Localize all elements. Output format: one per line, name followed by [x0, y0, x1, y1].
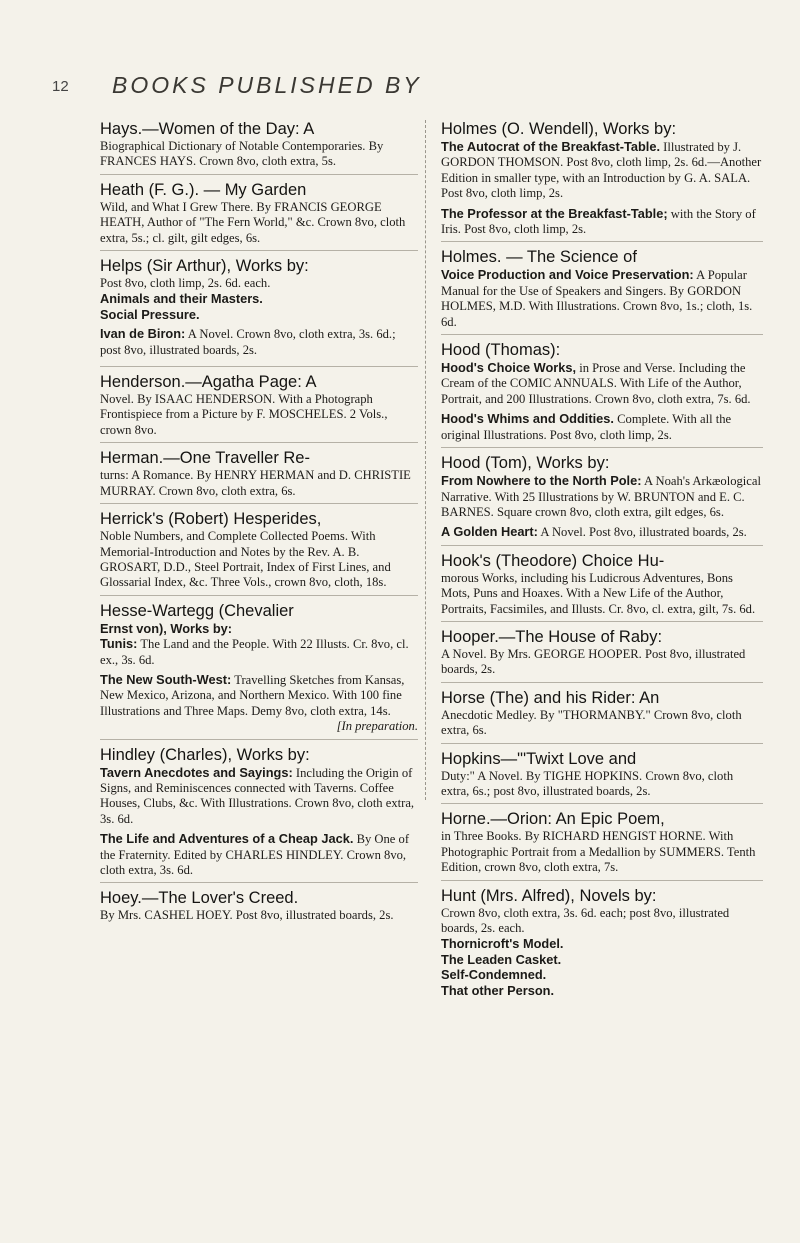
left-column [100, 120, 418, 934]
sub-entry [100, 765, 418, 828]
sub-entry [441, 267, 763, 330]
entry-hopkins [441, 750, 763, 805]
entry-henderson [100, 373, 418, 443]
sub-title: The Professor at the Breakfast-Table; [441, 205, 668, 221]
sub-title: The Autocrat of the Breakfast-Table. [441, 139, 661, 154]
entry-heading: Hood (Tom), Works by: [441, 454, 610, 473]
sub-title: Tavern Anecdotes and Sayings: [100, 764, 293, 780]
entry-heading: Hays.—Women of the Day: A [100, 120, 315, 138]
entry-hesse-wartegg [100, 602, 418, 740]
entry-horse [441, 689, 763, 744]
entry-heath [100, 181, 418, 251]
entry-hook [441, 552, 763, 622]
novel-title: Self-Condemned. [441, 967, 547, 983]
entry-heading: Horse (The) and his Rider: An [441, 688, 660, 707]
sub-entry [100, 672, 418, 719]
entry-text: in Three Books. By RICHARD HENGIST HORNE. With Photographic Portrait from a Medallion by SUMMERS. Tenth Edition, crown 8vo, cloth extra, 7s. [441, 829, 756, 875]
entry-text: Duty:" A Novel. By TIGHE HOPKINS. Crown 8vo, cloth extra, 6s.; post 8vo, illustrated boards, 2s. [441, 768, 734, 798]
entry-text: Wild, and What I Grew There. By FRANCIS GEORGE HEATH, Author of "The Fern World," &c. Crown 8vo, cloth extra, 5s.; cl. gilt, gilt edges, 6s. [100, 199, 406, 245]
entry-heading: Hindley (Charles), Works by: [100, 745, 310, 764]
sub-title: The New South-West: [100, 671, 232, 687]
sub-title: The Life and Adventures of a Cheap Jack. [100, 831, 354, 847]
entry-heading: Herrick's (Robert) Hesperides, [100, 510, 322, 529]
sub-text: By One of the Fraternity. Edited by CHARLES HINDLEY. Crown 8vo, cloth extra, 3s. 6d. [100, 832, 410, 877]
page-header [52, 72, 752, 112]
sub-entry [100, 831, 418, 878]
entry-holmes-gordon [441, 248, 763, 335]
sub-text: A Popular Manual for the Use of Speakers and Singers. By GORDON HOLMES, M.D. With Illustrations. Crown 8vo, 1s.; cloth, 1s. 6d. [441, 268, 753, 329]
sub-text: Including the Origin of Signs, and Reminiscences connected with Taverns. Coffee Houses, Clubs, &c. With Illustrations. Crown 8vo, cloth extra, 3s. 6d. [100, 765, 415, 826]
sub-title: Tunis: [100, 636, 138, 652]
entry-hoey [100, 889, 418, 927]
entry-horne [441, 810, 763, 880]
sub-title: Ivan de Biron: [100, 326, 186, 342]
entry-text: turns: A Romance. By HENRY HERMAN and D. CHRISTIE MURRAY. Crown 8vo, cloth extra, 6s. [100, 468, 411, 498]
sub-text: with the Story of Iris. Post 8vo, cloth limp, 2s. [441, 206, 756, 237]
sub-text: A Novel. Post 8vo, illustrated boards, 2s. [540, 525, 747, 540]
sub-title: From Nowhere to the North Pole: [441, 473, 642, 489]
entry-holmes-wendell [441, 120, 763, 242]
entry-heading: Helps (Sir Arthur), Works by: [100, 257, 309, 276]
entry-heading: Holmes (O. Wendell), Works by: [441, 120, 677, 138]
entry-hood-thomas [441, 341, 763, 448]
sub-text: Travelling Sketches from Kansas, New Mexico, Arizona, and Northern Mexico. With 100 fine Illustrations and Three Maps. Demy 8vo, cloth extra, 14s. [100, 672, 405, 718]
entry-text: morous Works, including his Ludicrous Adventures, Bons Mots, Puns and Hoaxes. With a New Life of the Author, Portraits, Facsimiles, and Illusts. Cr. 8vo, cl. extra, gilt, 7s. 6d. [441, 570, 756, 616]
sub-entry [441, 473, 763, 520]
entry-hooper [441, 628, 763, 683]
sub-text: A Novel. Crown 8vo, cloth extra, 3s. 6d.; post 8vo, illustrated boards, 2s. [100, 327, 396, 357]
entry-heading: Hood (Thomas): [441, 341, 561, 360]
entry-text: Crown 8vo, cloth extra, 3s. 6d. each; post 8vo, illustrated boards, 2s. each. [441, 905, 730, 935]
sub-text: The Land and the People. With 22 Illusts. Cr. 8vo, cl. ex., 3s. 6d. [100, 637, 409, 667]
entry-subheading: Ernst von), Works by: [100, 620, 233, 636]
entry-hays [100, 120, 418, 175]
sub-entry [100, 636, 418, 668]
entry-heading: Henderson.—Agatha Page: A [100, 373, 317, 392]
entry-heading: Hunt (Mrs. Alfred), Novels by: [441, 886, 657, 905]
entry-text: Biographical Dictionary of Notable Contemporaries. By FRANCES HAYS. Crown 8vo, cloth extra, 5s. [100, 139, 384, 169]
entry-heading: Hoey.—The Lover's Creed. [100, 889, 299, 908]
sub-entry [441, 139, 763, 202]
sub-text: A Noah's Arkæological Narrative. With 25 Illustrations by W. BRUNTON and E. C. BARNES. Square crown 8vo, cloth extra, gilt edges, 6s. [441, 474, 761, 519]
entry-text: A Novel. By Mrs. GEORGE HOOPER. Post 8vo, illustrated boards, 2s. [441, 646, 746, 677]
entry-text: Novel. By ISAAC HENDERSON. With a Photograph Frontispiece from a Picture by F. MOSCHELES. 2 Vols., crown 8vo. [100, 392, 388, 437]
entry-heading: Horne.—Orion: An Epic Poem, [441, 810, 665, 829]
entry-text: Noble Numbers, and Complete Collected Poems. With Memorial-Introduction and Notes by the Rev. A. B. GROSART, D.D., Steel Portrait, Index of First Lines, and Glossarial Index, &c. Three Vols., crown 8vo, cloth, 18s. [100, 529, 391, 590]
entry-hood-tom [441, 454, 763, 546]
entry-heading: Herman.—One Traveller Re- [100, 449, 310, 468]
sub-title: A Golden Heart: [441, 524, 538, 540]
entry-heading: Hooper.—The House of Raby: [441, 627, 663, 646]
sub-entry [441, 206, 763, 238]
running-title: BOOKS PUBLISHED BY [112, 72, 422, 98]
sub-text: Complete. With all the original Illustrations. Post 8vo, cloth limp, 2s. [441, 412, 732, 442]
novel-title: Thornicroft's Model. [441, 936, 564, 952]
entry-heading: Holmes. — The Science of [441, 248, 637, 267]
column-divider [425, 120, 427, 800]
entry-herrick [100, 510, 418, 596]
novel-title: The Leaden Casket. [441, 951, 562, 967]
entry-helps [100, 257, 418, 367]
entry-text: Anecdotic Medley. By "THORMANBY." Crown 8vo, cloth extra, 6s. [441, 707, 742, 738]
sub-text: Illustrated by J. GORDON THOMSON. Post 8vo, cloth limp, 2s. 6d.—Another Edition in smaller type, with an Introduction by G. A. SALA. Post 8vo, cloth limp, 2s. [441, 140, 762, 201]
sub-title: Social Pressure. [100, 306, 200, 322]
entry-heading: Hook's (Theodore) Choice Hu- [441, 551, 665, 570]
sub-title: Animals and their Masters. [100, 291, 263, 307]
entry-text: Post 8vo, cloth limp, 2s. 6d. each. [100, 276, 271, 291]
sub-text: in Prose and Verse. Including the Cream of the COMIC ANNUALS. With Life of the Author, Portrait, and 200 Illustrations. Crown 8vo, cloth extra, 7s. 6d. [441, 361, 751, 406]
sub-entry [441, 411, 763, 443]
entry-hindley [100, 746, 418, 884]
entry-heading: Hesse-Wartegg (Chevalier [100, 601, 294, 620]
sub-entry [441, 524, 763, 540]
sub-entry [441, 360, 763, 407]
novel-title: That other Person. [441, 982, 555, 998]
right-column [441, 120, 763, 1008]
preparation-note: [In preparation. [336, 719, 418, 734]
page-number: 12 [52, 78, 69, 95]
sub-title: Hood's Choice Works, [441, 360, 577, 376]
sub-title: Hood's Whims and Oddities. [441, 411, 614, 427]
entry-text: By Mrs. CASHEL HOEY. Post 8vo, illustrated boards, 2s. [100, 908, 394, 923]
entry-herman [100, 449, 418, 504]
entry-hunt [441, 887, 763, 1002]
sub-title: Voice Production and Voice Preservation: [441, 267, 694, 283]
entry-heading: Hopkins—"'Twixt Love and [441, 749, 637, 768]
entry-heading: Heath (F. G.). — My Garden [100, 180, 307, 199]
sub-entry [100, 326, 418, 358]
